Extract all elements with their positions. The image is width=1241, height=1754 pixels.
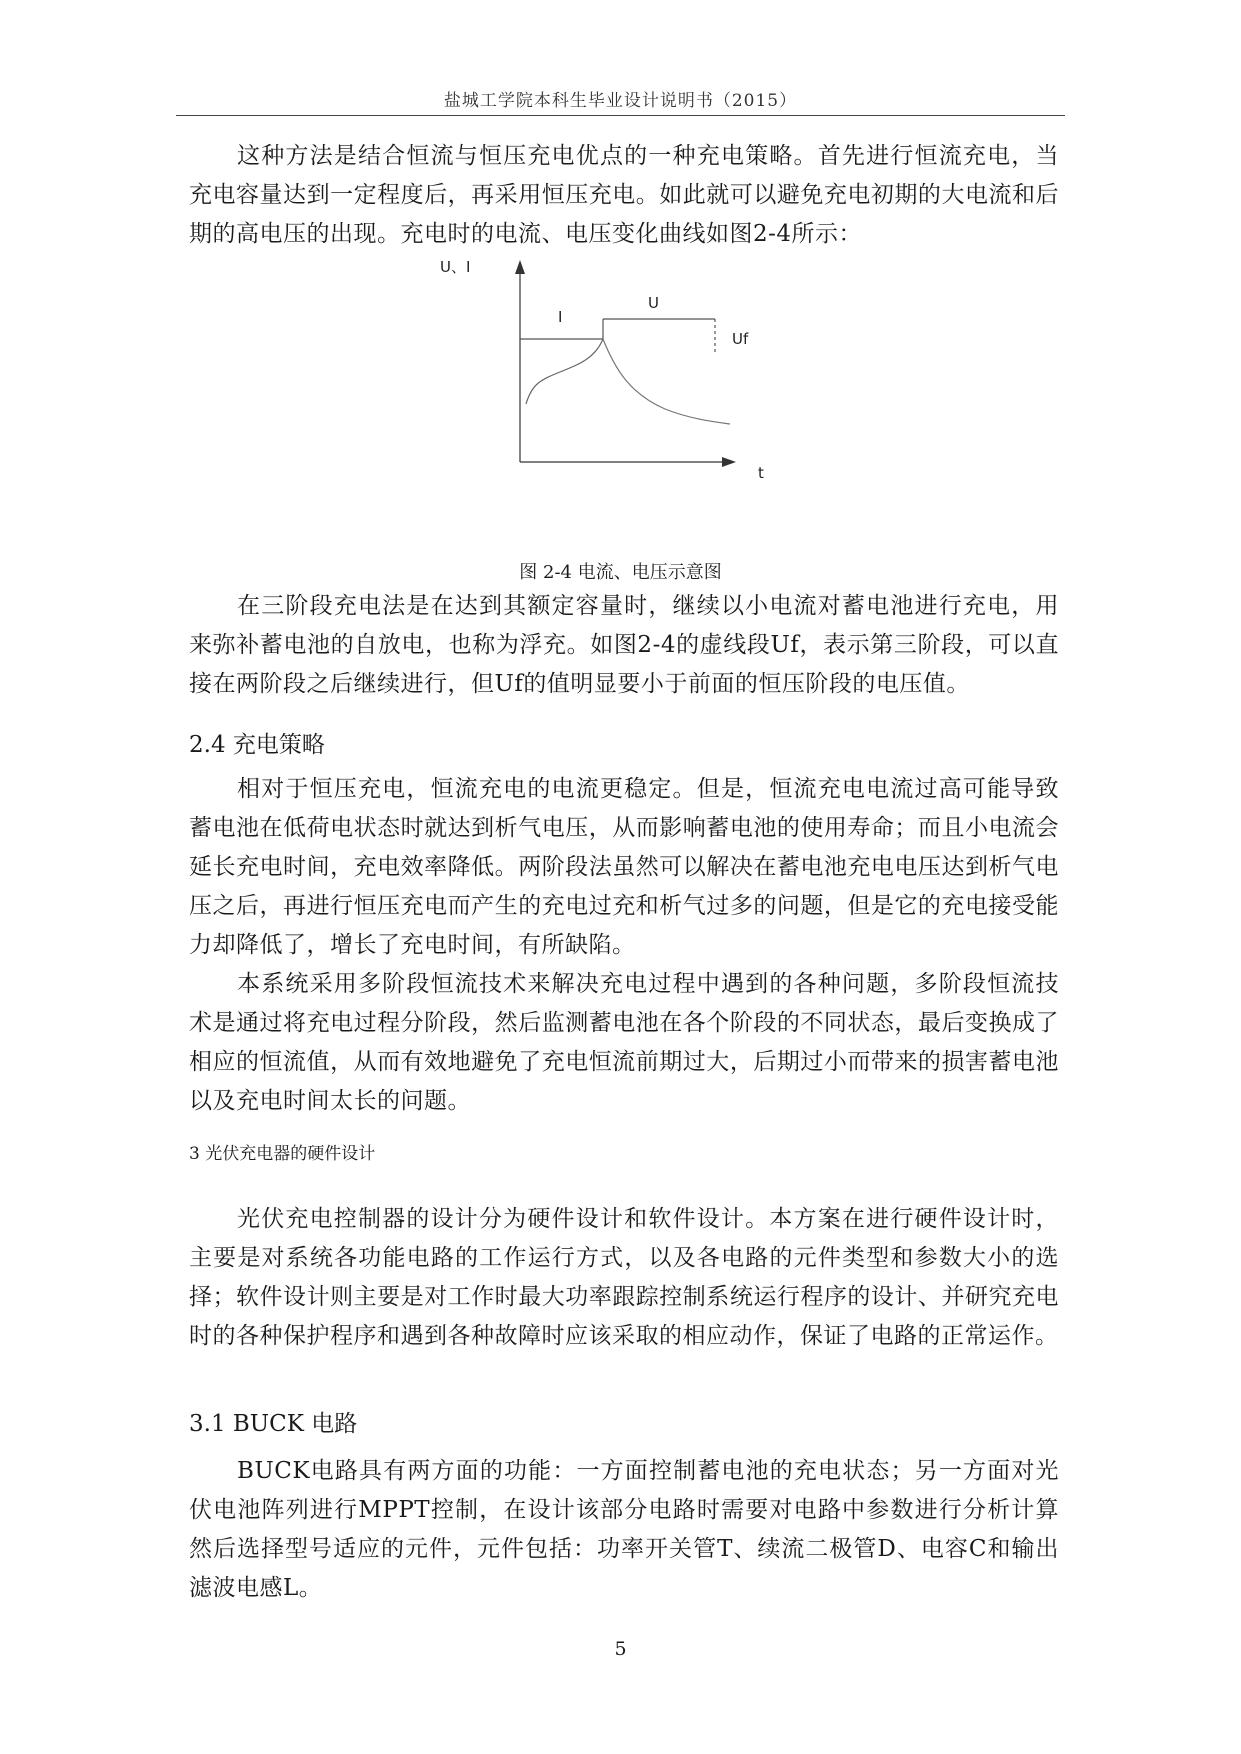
section-heading-2-4: 2.4 充电策略 (189, 732, 325, 758)
voltage-rise-curve (526, 339, 603, 404)
paragraph-three-stage: 在三阶段充电法是在达到其额定容量时，继续以小电流对蓄电池进行充电，用来弥补蓄电池的自放电，也称为浮充。如图2-4的虚线段Uf，表示第三阶段，可以直接在两阶段之后继续进行，但Uf的值明显要小于前面的恒压阶段的电压值。 (189, 593, 1059, 697)
chapter-heading-3: 3 光伏充电器的硬件设计 (189, 1144, 376, 1164)
y-axis-label: U、I (440, 258, 471, 276)
label-voltage: U (648, 294, 659, 312)
x-axis-label: t (758, 464, 764, 482)
x-axis-arrow-icon (722, 457, 736, 467)
label-float-voltage: Uf (732, 330, 749, 348)
section-heading-3-1: 3.1 BUCK 电路 (189, 1411, 358, 1437)
header-rule (176, 115, 1065, 116)
paragraph-strategy-1: 相对于恒压充电，恒流充电的电流更稳定。但是，恒流充电电流过高可能导致蓄电池在低荷电状态时就达到析气电压，从而影响蓄电池的使用寿命；而且小电流会延长充电时间，充电效率降低。两阶段法虽然可以解决在蓄电池充电电压达到析气电压之后，再进行恒压充电而产生的充电过充和析气过多的问题，但是它的充电接受能力却降低了，增长了充电时间，有所缺陷。 (189, 776, 1059, 958)
charging-curve-diagram (440, 258, 800, 546)
page-number: 5 (614, 1638, 627, 1660)
page-header: 盐城工学院本科生毕业设计说明书（2015） (443, 91, 798, 111)
figure-caption: 图 2-4 电流、电压示意图 (519, 562, 722, 583)
paragraph-intro: 这种方法是结合恒流与恒压充电优点的一种充电策略。首先进行恒流充电，当充电容量达到一定程度后，再采用恒压充电。如此就可以避免充电初期的大电流和后期的高电压的出现。充电时的电流、电压变化曲线如图2-4所示： (189, 143, 1059, 247)
current-decay-curve (603, 339, 730, 424)
paragraph-buck: BUCK电路具有两方面的功能：一方面控制蓄电池的充电状态；另一方面对光伏电池阵列进行MPPT控制，在设计该部分电路时需要对电路中参数进行分析计算然后选择型号适应的元件，元件包括：功率开关管T、续流二极管D、电容C和输出滤波电感L。 (189, 1458, 1059, 1601)
paragraph-strategy-2: 本系统采用多阶段恒流技术来解决充电过程中遇到的各种问题，多阶段恒流技术是通过将充电过程分阶段，然后监测蓄电池在各个阶段的不同状态，最后变换成了相应的恒流值，从而有效地避免了充电恒流前期过大，后期过小而带来的损害蓄电池以及充电时间太长的问题。 (189, 971, 1059, 1114)
figure-2-4 (440, 258, 800, 546)
paragraph-hardware: 光伏充电控制器的设计分为硬件设计和软件设计。本方案在进行硬件设计时，主要是对系统各功能电路的工作运行方式，以及各电路的元件类型和参数大小的选择；软件设计则主要是对工作时最大功率跟踪控制系统运行程序的设计、并研究充电时的各种保护程序和遇到各种故障时应该采取的相应动作，保证了电路的正常运作。 (189, 1206, 1059, 1349)
y-axis-arrow-icon (515, 260, 525, 274)
label-current: I (558, 308, 563, 326)
